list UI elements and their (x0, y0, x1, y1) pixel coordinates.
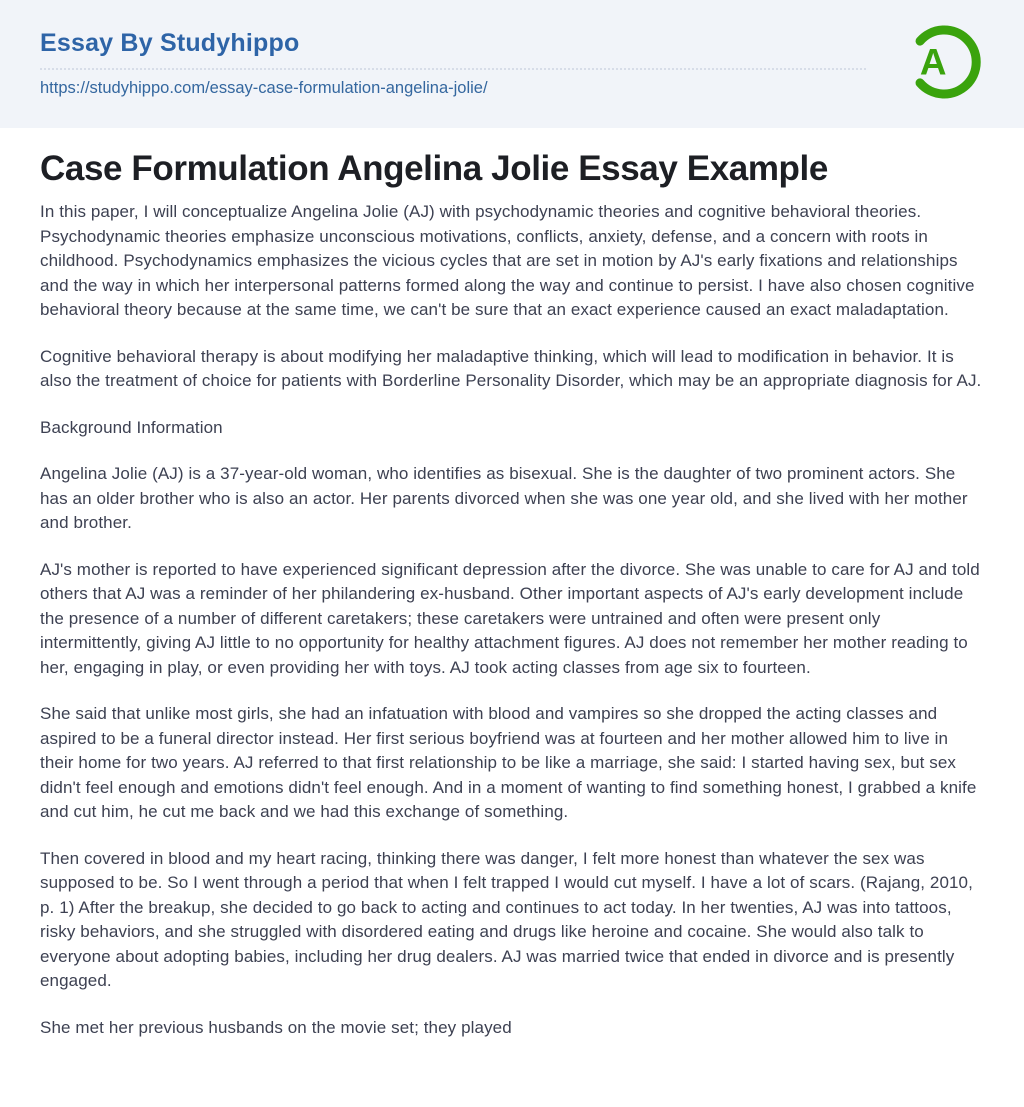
site-header (0, 0, 1024, 128)
essay-paragraph: Background Information (40, 417, 223, 437)
page-url-link[interactable]: https://studyhippo.com/essay-case-formulation-angelina-jolie/ (40, 79, 488, 98)
essay-body (40, 200, 984, 1040)
essay-paragraph: Then covered in blood and my heart racing, thinking there was danger, I felt more honest than whatever the sex was supposed to be. So I went through a period that when I felt trapped I would cut myself. I have a lot of scars. (Rajang, 2010, p. 1) After the breakup, she decided to go back to acting and continues to act today. In her twenties, AJ was into tattoos, risky behaviors, and she struggled with disordered eating and drugs like heroine and cocaine. She would also talk to everyone about adopting babies, including her drug dealers. AJ was married twice that ended in divorce and is presently engaged. (40, 848, 973, 991)
logo-letter: A (919, 41, 947, 83)
essay-paragraph: Angelina Jolie (AJ) is a 37-year-old woman, who identifies as bisexual. She is the daughter of two prominent actors. She has an older brother who is also an actor. Her parents divorced when she was one year old, and she lived with her mother and brother. (40, 464, 968, 533)
essay-paragraph: In this paper, I will conceptualize Angelina Jolie (AJ) with psychodynamic theories and cognitive behavioral theories. Psychodynamic theories emphasize unconscious motivations, conflicts, anxiety, defense, and a concern with roots in childhood. Psychodynamics emphasizes the vicious cycles that are set in motion by AJ's early fixations and relationships and the way in which her interpersonal patterns formed along the way and continue to persist. I have also chosen cognitive behavioral theory because at the same time, we can't be sure that an exact experience caused an exact maladaptation. (40, 202, 975, 320)
article (0, 128, 1024, 1040)
essay-paragraph: She said that unlike most girls, she had an infatuation with blood and vampires so she dropped the acting classes and aspired to be a funeral director instead. Her first serious boyfriend was at fourteen and her mother allowed him to live in their home for two years. AJ referred to that first relationship to be like a marriage, she said: I started having sex, but sex didn't feel enough and emotions didn't feel enough. And in a moment of wanting to find something honest, I grabbed a knife and cut him, he cut me back and we had this exchange of something. (40, 704, 977, 822)
essay-paragraph: She met her previous husbands on the movie set; they played (40, 1017, 512, 1037)
site-title: Essay By Studyhippo (40, 28, 300, 57)
studyhippo-logo (902, 21, 984, 103)
header-left (40, 30, 902, 99)
essay-paragraph: AJ's mother is reported to have experienced significant depression after the divorce. She was unable to care for AJ and told others that AJ was a reminder of her philandering ex-husband. Other important aspects of AJ's early development include the presence of a number of different caretakers; these caretakers were untrained and often were present only intermittently, giving AJ little to no opportunity for healthy attachment figures. AJ does not remember her mother reading to her, engaging in play, or even providing her with toys. AJ took acting classes from age six to fourteen. (40, 559, 980, 677)
essay-paragraph: Cognitive behavioral therapy is about modifying her maladaptive thinking, which will lead to modification in behavior. It is also the treatment of choice for patients with Borderline Personality Disorder, which may be an appropriate diagnosis for AJ. (40, 346, 982, 391)
header-dotted-divider (40, 68, 866, 70)
article-title: Case Formulation Angelina Jolie Essay Example (40, 149, 828, 188)
logo-arc-icon (902, 21, 984, 103)
